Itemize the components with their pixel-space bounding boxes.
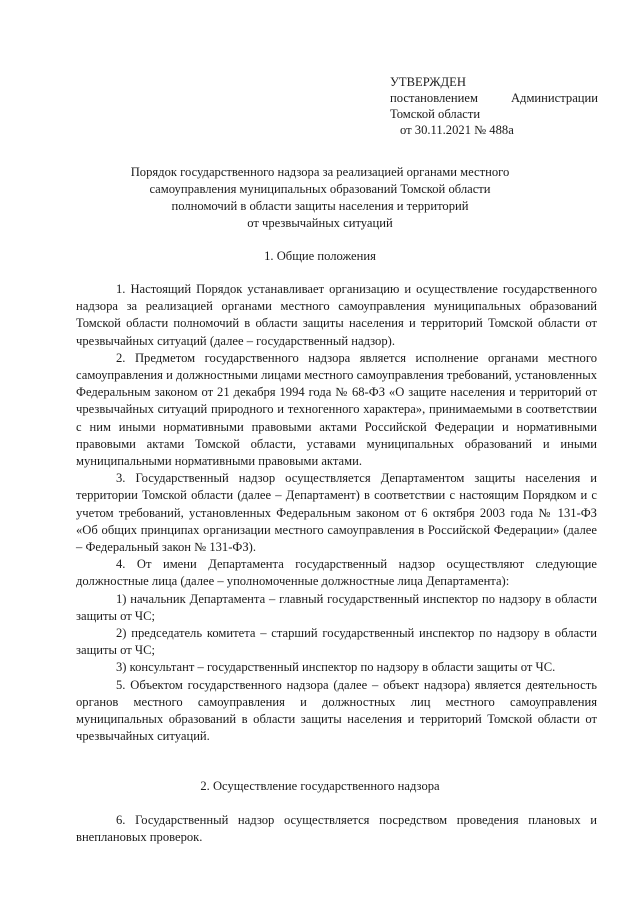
list-item: 2) председатель комитета – старший государственный инспектор по надзору в области защиты от ЧС; <box>76 626 597 658</box>
section-2-body <box>76 812 597 846</box>
list-item: 1) начальник Департамента – главный государственный инспектор по надзору в области защиты от ЧС; <box>76 591 597 623</box>
paragraph: 3. Государственный надзор осуществляется Департаментом защиты населения и территории Томской области (далее – Департамент) в соответствии с настоящим Порядком и с учетом требований, установленных Федеральным законом от 6 октября 2003 года № 131-ФЗ «Об общих принципах организации местного самоуправления в Российской Федерации» (далее – Федеральный закон № 131-ФЗ). <box>76 471 597 555</box>
section-heading-1: 1. Общие положения <box>264 249 376 263</box>
section-1-body <box>76 281 597 745</box>
paragraph: 1. Настоящий Порядок устанавливает организацию и осуществление государственного надзора за реализацией органами местного самоуправления муниципальных образований Томской области полномочий в области защиты населения и территорий Томской области от чрезвычайных ситуаций (далее – государственный надзор). <box>76 282 597 348</box>
document-title-line: Порядок государственного надзора за реализацией органами местного <box>130 165 510 179</box>
document-title-line: полномочий в области защиты населения и территорий <box>171 199 469 213</box>
approval-date: от 30.11.2021 № 488а <box>400 123 514 137</box>
section-heading-2: 2. Осуществление государственного надзора <box>200 779 440 793</box>
list-item: 3) консультант – государственный инспектор по надзору в области защиты от ЧС. <box>116 660 556 675</box>
approval-title: УТВЕРЖДЕН <box>390 75 466 89</box>
approval-line-1 <box>390 90 598 106</box>
document-title <box>70 164 570 232</box>
document-title-line: от чрезвычайных ситуаций <box>247 216 393 230</box>
paragraph: 6. Государственный надзор осуществляется посредством проведения плановых и внеплановых проверок. <box>76 813 597 845</box>
paragraph: 4. От имени Департамента государственный надзор осуществляют следующие должностные лица (далее – уполномоченные должностные лица Департамента): <box>76 557 597 589</box>
approval-stamp <box>390 74 598 138</box>
approval-line-2: Томской области <box>390 107 481 121</box>
approval-line-1-left: постановлением <box>390 91 478 105</box>
paragraph: 5. Объектом государственного надзора (далее – объект надзора) является деятельность органов местного самоуправления и должностных лиц местного самоуправления муниципальных образований в области защиты населения и территорий Томской области от чрезвычайных ситуаций. <box>76 677 597 744</box>
document-title-line: самоуправления муниципальных образований Томской области <box>149 182 491 196</box>
approval-line-1-right: Администрации <box>510 91 598 105</box>
paragraph: 2. Предметом государственного надзора является исполнение органами местного самоуправления и должностными лицами местного самоуправления требований, установленных Федеральным законом от 21 декабря 1994 года № 68-ФЗ «О защите населения и территорий от чрезвычайных ситуаций природного и техногенного характера», принимаемыми в соответствии с ним иными нормативными правовыми актами Российской Федерации и нормативными правовыми актами Томской области, уставами муниципальных образований и иными муниципальными нормативными правовыми актами. <box>76 350 597 469</box>
